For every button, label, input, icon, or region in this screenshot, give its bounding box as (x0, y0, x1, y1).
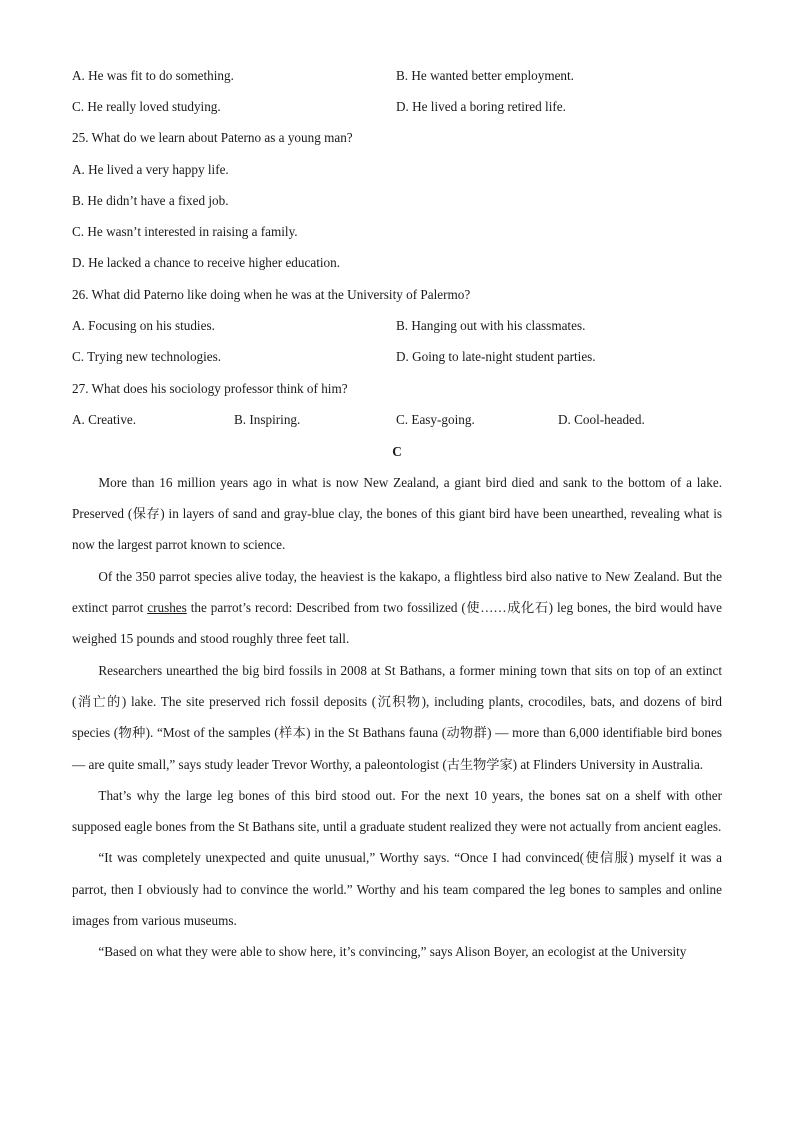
q26-options-row-1 (72, 310, 722, 341)
q25-option-a: A. He lived a very happy life. (72, 161, 229, 177)
q24-option-d: D. He lived a boring retired life. (396, 98, 566, 114)
q26-options-row-2 (72, 342, 722, 373)
q27-option-a: A. Creative. (72, 411, 137, 427)
q24-option-b: B. He wanted better employment. (396, 67, 574, 83)
q24-options-row-2 (72, 91, 722, 122)
q24-option-a: A. He was fit to do something. (72, 67, 234, 83)
q27-options-row (72, 404, 722, 435)
q27-option-d: D. Cool-headed. (558, 411, 645, 427)
q26-option-c: C. Trying new technologies. (72, 349, 222, 365)
paragraph-2-text-start: Of the 350 parrot species alive today, the heaviest is the kakapo, a flightless bird also native to New Zealand. But the extinct parrot (72, 568, 722, 616)
section-c-title: C (392, 443, 402, 459)
passage-paragraph-5: “It was completely unexpected and quite unusual,” Worthy says. “Once I had convinced(使信服) myself it was a parrot, then I obviously had to convince the world.” Worthy and his team compared the leg bones to samples and online images from various museums. (72, 850, 722, 929)
q25-option-c: C. He wasn’t interested in raising a family. (72, 224, 298, 240)
q26-option-d: D. Going to late-night student parties. (396, 349, 596, 365)
q26-stem: 26. What did Paterno like doing when he was at the University of Palermo? (72, 286, 471, 302)
q25-option-d: D. He lacked a chance to receive higher education. (72, 255, 341, 271)
passage-paragraph-2 (72, 561, 722, 655)
paragraph-2-text-end: the parrot’s record: Described from two fossilized (使……成化石) leg bones, the bird would have weighed 15 pounds and stood roughly three feet tall. (72, 600, 723, 647)
q25-option-b: B. He didn’t have a fixed job. (72, 192, 229, 208)
passage-paragraph-3: Researchers unearthed the big bird fossils in 2008 at St Bathans, a former mining town that sits on top of an extinct (消亡的) lake. The site preserved rich fossil deposits (沉积物), including plants, crocodiles, bats, and dozens of bird species (物种). “Most of the samples (样本) in the St Bathans fauna (动物群) — more than 6,000 identifiable bird bones — are quite small,” says study leader Trevor Worthy, a paleontologist (古生物学家) at Flinders University in Australia. (72, 662, 722, 772)
q24-options-row-1 (72, 60, 722, 91)
q26-option-b: B. Hanging out with his classmates. (396, 318, 586, 334)
underlined-word-crushes: crushes (147, 600, 187, 616)
q27-stem: 27. What does his sociology professor think of him? (72, 380, 348, 396)
q27-option-c: C. Easy-going. (396, 411, 475, 427)
exam-page (72, 60, 722, 968)
passage-paragraph-4: That’s why the large leg bones of this bird stood out. For the next 10 years, the bones sat on a shelf with other supposed eagle bones from the St Bathans site, until a graduate student realized they were not actually from ancient eagles. (72, 787, 722, 835)
passage-paragraph-6: “Based on what they were able to show here, it’s convincing,” says Alison Boyer, an ecologist at the University (98, 944, 687, 960)
passage-c (72, 467, 722, 968)
q26-option-a: A. Focusing on his studies. (72, 318, 215, 334)
passage-paragraph-1: More than 16 million years ago in what is now New Zealand, a giant bird died and sank to the bottom of a lake. Preserved (保存) in layers of sand and gray-blue clay, the bones of this giant bird have been unearthed, revealing what is now the largest parrot known to science. (72, 474, 722, 553)
q27-option-b: B. Inspiring. (234, 411, 301, 427)
q24-option-c: C. He really loved studying. (72, 98, 221, 114)
q25-stem: 25. What do we learn about Paterno as a young man? (72, 130, 353, 146)
